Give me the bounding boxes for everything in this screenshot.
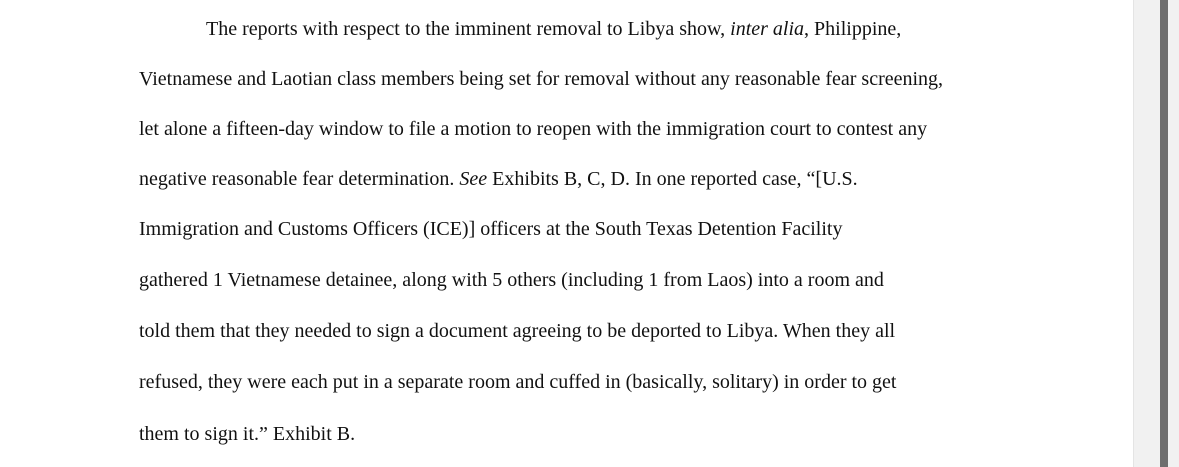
line-1-part-1: The reports with respect to the imminent removal to Libya show, <box>206 18 731 40</box>
line-7-text: told them that they needed to sign a document agreeing to be deported to Libya. When they all <box>139 320 896 342</box>
line-3-text: let alone a fifteen-day window to file a motion to reopen with the immigration court to contest any <box>139 118 928 140</box>
line-5-text: Immigration and Customs Officers (ICE)] officers at the South Texas Detention Facility <box>139 218 843 240</box>
vertical-scrollbar[interactable] <box>1160 0 1168 467</box>
line-8-text: refused, they were each put in a separate room and cuffed in (basically, solitary) in order to get <box>139 371 897 393</box>
line-6-text: gathered 1 Vietnamese detainee, along with 5 others (including 1 from Laos) into a room and <box>139 269 884 291</box>
paragraph-line-3 <box>139 104 927 154</box>
line-4-part-3: Exhibits B, C, D. In one reported case, “[U.S. <box>487 168 858 190</box>
paragraph-line-2 <box>139 54 943 104</box>
line-1-italic-inter-alia: inter alia <box>730 18 805 40</box>
paragraph-line-9 <box>139 409 355 459</box>
paragraph-line-4 <box>139 154 858 204</box>
line-9-text: them to sign it.” Exhibit B. <box>139 423 356 445</box>
scroll-gutter <box>1133 0 1179 467</box>
paragraph-line-5 <box>139 204 842 254</box>
paragraph-line-6 <box>139 255 884 305</box>
line-4-italic-see: See <box>459 168 488 190</box>
line-2-text: Vietnamese and Laotian class members being set for removal without any reasonable fear screening, <box>139 68 944 90</box>
paragraph-line-1 <box>206 4 901 54</box>
line-1-part-3: , Philippine, <box>804 18 902 40</box>
paragraph-line-8 <box>139 357 896 407</box>
line-4-part-1: negative reasonable fear determination. <box>139 168 460 190</box>
paragraph-line-7 <box>139 306 895 356</box>
